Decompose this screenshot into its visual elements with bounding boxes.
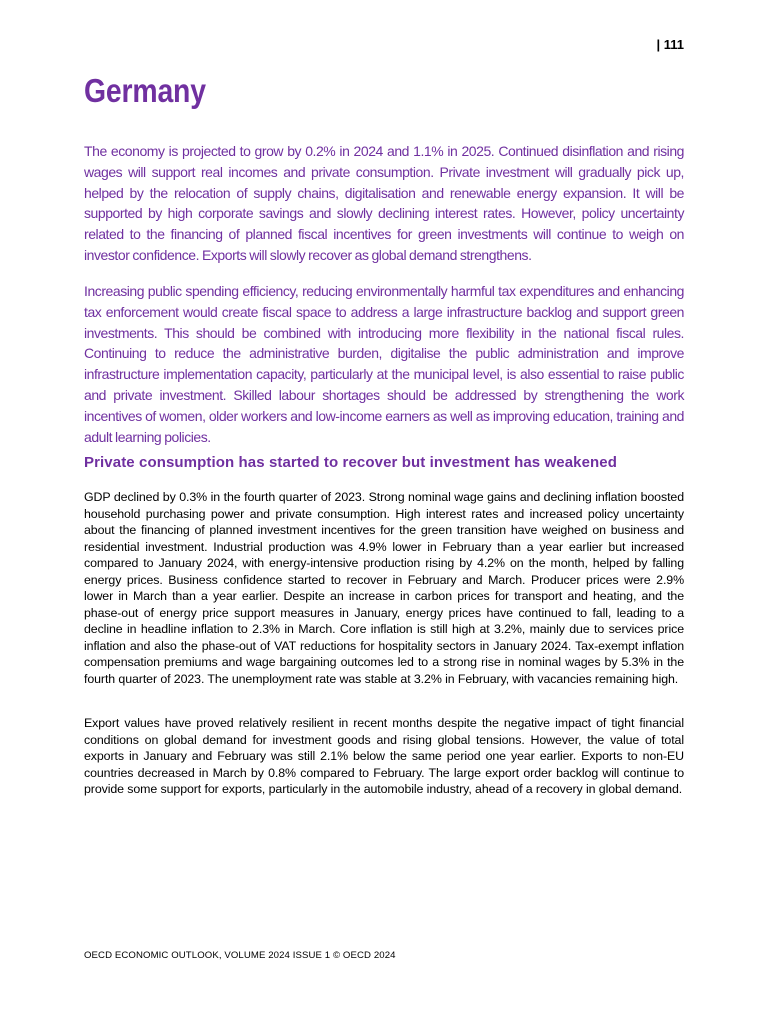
page-number: | 111 <box>656 37 684 52</box>
summary-paragraph-growth: The economy is projected to grow by 0.2% in 2024 and 1.1% in 2025. Continued disinflation and rising wages will support real incomes and private consumption. Private investment will gradually pick up, helped by the relocation of supply chains, digitalisation and renewable energy expansion. It will be supported by high corporate savings and slowly declining interest rates. However, policy uncertainty related to the financing of planned fiscal incentives for green investments will continue to weigh on investor confidence. Exports will slowly recover as global demand strengthens. <box>84 143 684 263</box>
page-footer: OECD ECONOMIC OUTLOOK, VOLUME 2024 ISSUE 1 © OECD 2024 <box>84 950 396 961</box>
body-paragraph-exports: Export values have proved relatively resilient in recent months despite the negative impact of tight financial conditions on global demand for investment goods and rising global tensions. However, the value of total exports in January and February was still 2.1% below the same period one year earlier. Exports to non-EU countries decreased in March by 0.8% compared to February. The large export order backlog will continue to provide some support for exports, particularly in the automobile industry, ahead of a recovery in global demand. <box>84 716 684 796</box>
body-paragraph-gdp: GDP declined by 0.3% in the fourth quarter of 2023. Strong nominal wage gains and declining inflation boosted household purchasing power and private consumption. High interest rates and increased policy uncertainty about the financing of planned investment incentives for the green transition have weighed on business and residential investment. Industrial production was 4.9% lower in February than a year earlier but increased compared to January 2024, with energy-intensive production rising by 4.2% on the month, helped by falling energy prices. Business confidence started to recover in February and March. Producer prices were 2.9% lower in March than a year earlier. Despite an increase in carbon prices for transport and heating, and the phase-out of energy price support measures in January, energy prices have continued to fall, leading to a decline in headline inflation to 2.3% in March. Core inflation is still high at 3.2%, mainly due to services price inflation and also the phase-out of VAT reductions for hospitality sectors in January 2024. Tax-exempt inflation compensation premiums and wage bargaining outcomes led to a strong rise in nominal wages by 5.3% in the fourth quarter of 2023. The unemployment rate was stable at 3.2% in February, with vacancies remaining high. <box>84 490 684 686</box>
section-heading: Private consumption has started to recover but investment has weakened <box>84 454 617 471</box>
summary-paragraph-policy: Increasing public spending efficiency, reducing environmentally harmful tax expenditures and enhancing tax enforcement would create fiscal space to address a large infrastructure backlog and support green investments. This should be combined with introducing more flexibility in the national fiscal rules. Continuing to reduce the administrative burden, digitalise the public administration and improve infrastructure implementation capacity, particularly at the municipal level, is also essential to raise public and private investment. Skilled labour shortages should be addressed by strengthening the work incentives of women, older workers and low-income earners as well as improving education, training and adult learning policies. <box>84 283 684 445</box>
page-title: Germany <box>84 72 206 109</box>
